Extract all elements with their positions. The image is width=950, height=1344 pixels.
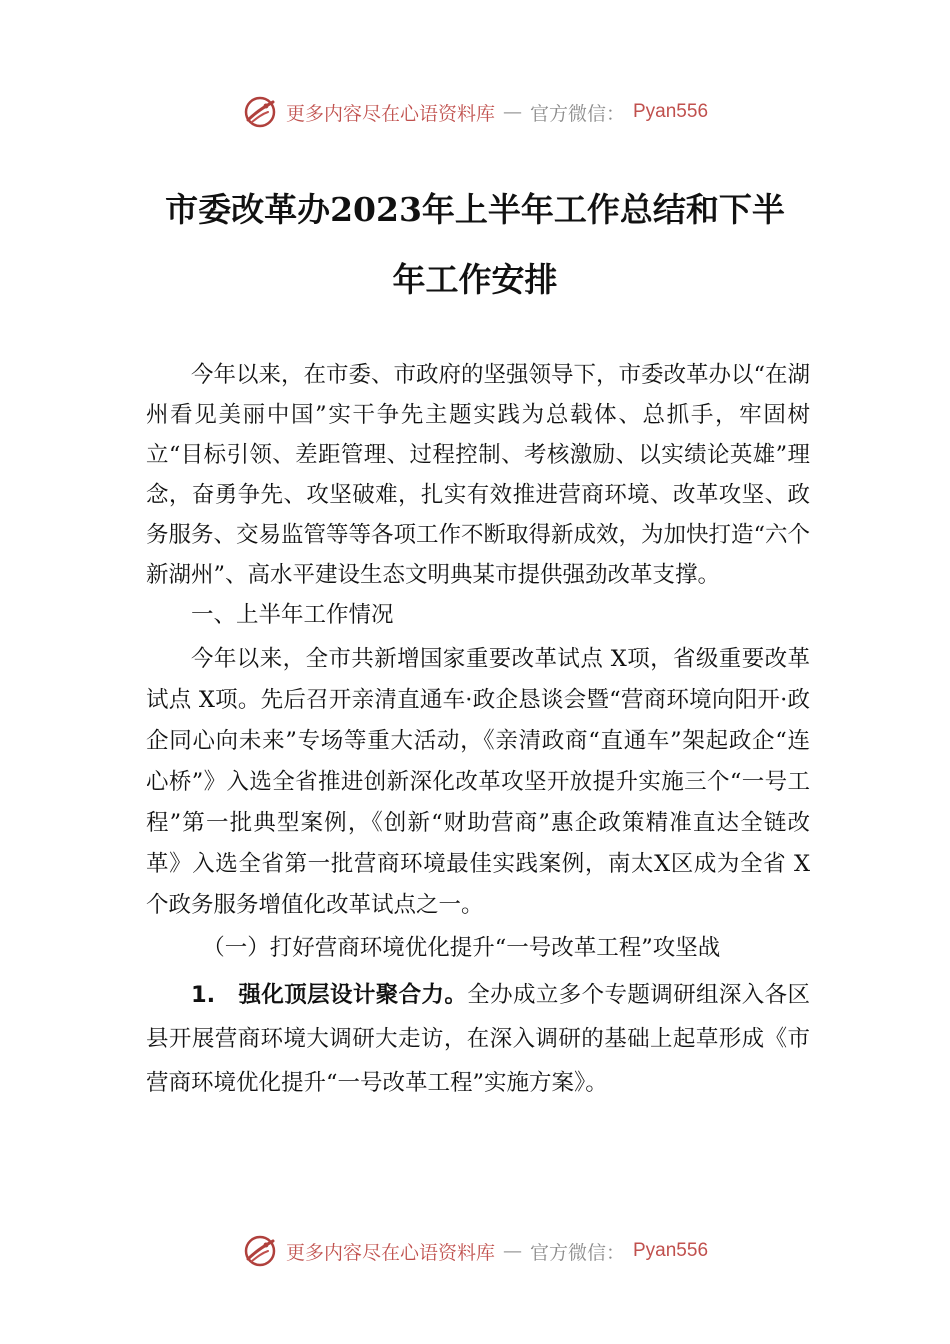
watermark-banner-top bbox=[0, 94, 950, 130]
watermark-separator: — bbox=[502, 1240, 522, 1262]
document-title bbox=[120, 175, 830, 315]
watermark-separator: — bbox=[502, 101, 522, 123]
document-body bbox=[146, 355, 810, 1105]
item-1-paragraph bbox=[146, 973, 810, 1105]
section-1-heading: 一、上半年工作情况 bbox=[191, 602, 394, 628]
watermark-wechat-id: Pyan556 bbox=[633, 1240, 709, 1261]
item-1-text: 全办成立多个专题调研组深入各区县开展营商环境大调研大走访，在深入调研的基础上起草形成《市营商环境优化提升“一号改革工程”实施方案》。 bbox=[146, 982, 810, 1096]
brush-logo-icon bbox=[242, 94, 278, 130]
watermark-main-text: 更多内容尽在心语资料库 bbox=[285, 102, 495, 125]
watermark-banner-bottom bbox=[0, 1233, 950, 1269]
intro-paragraph: 今年以来，在市委、市政府的坚强领导下，市委改革办以“在湖州看见美丽中国”实干争先主题实践为总载体、总抓手，牢固树立“目标引领、差距管理、过程控制、考核激励、以实绩论英雄”理念，奋勇争先、攻坚破难，扎实有效推进营商环境、改革攻坚、政务服务、交易监管等等各项工作不断取得新成效，为加快打造“六个新湖州”、高水平建设生态文明典某市提供强劲改革支撑。 bbox=[146, 362, 811, 588]
section-1-paragraph: 今年以来，全市共新增国家重要改革试点 X项，省级重要改革试点 X项。先后召开亲清直通车·政企恳谈会暨“营商环境向阳开·政企同心向未来”专场等重大活动，《亲清政商“直通车”架起政企“连心桥”》入选全省推进创新深化改革攻坚开放提升实施三个“一号工程”第一批典型案例，《创新“财助营商”惠企政策精准直达全链改革》入选全省第一批营商环境最佳实践案例，南太X区成为全省 X个政务服务增值化改革试点之一。 bbox=[146, 646, 810, 918]
item-1-lead: 1. 强化顶层设计聚合力。 bbox=[191, 982, 468, 1008]
subsection-1-heading: （一）打好营商环境优化提升“一号改革工程”攻坚战 bbox=[202, 935, 721, 961]
watermark-wechat-label: 官方微信： bbox=[529, 102, 625, 125]
title-line-1: 市委改革办2023年上半年工作总结和下半 bbox=[165, 190, 785, 229]
watermark-wechat-label: 官方微信： bbox=[529, 1241, 625, 1264]
watermark-main-text: 更多内容尽在心语资料库 bbox=[285, 1241, 495, 1264]
watermark-wechat-id: Pyan556 bbox=[633, 101, 709, 122]
brush-logo-icon bbox=[242, 1233, 278, 1269]
title-line-2: 年工作安排 bbox=[392, 260, 558, 299]
